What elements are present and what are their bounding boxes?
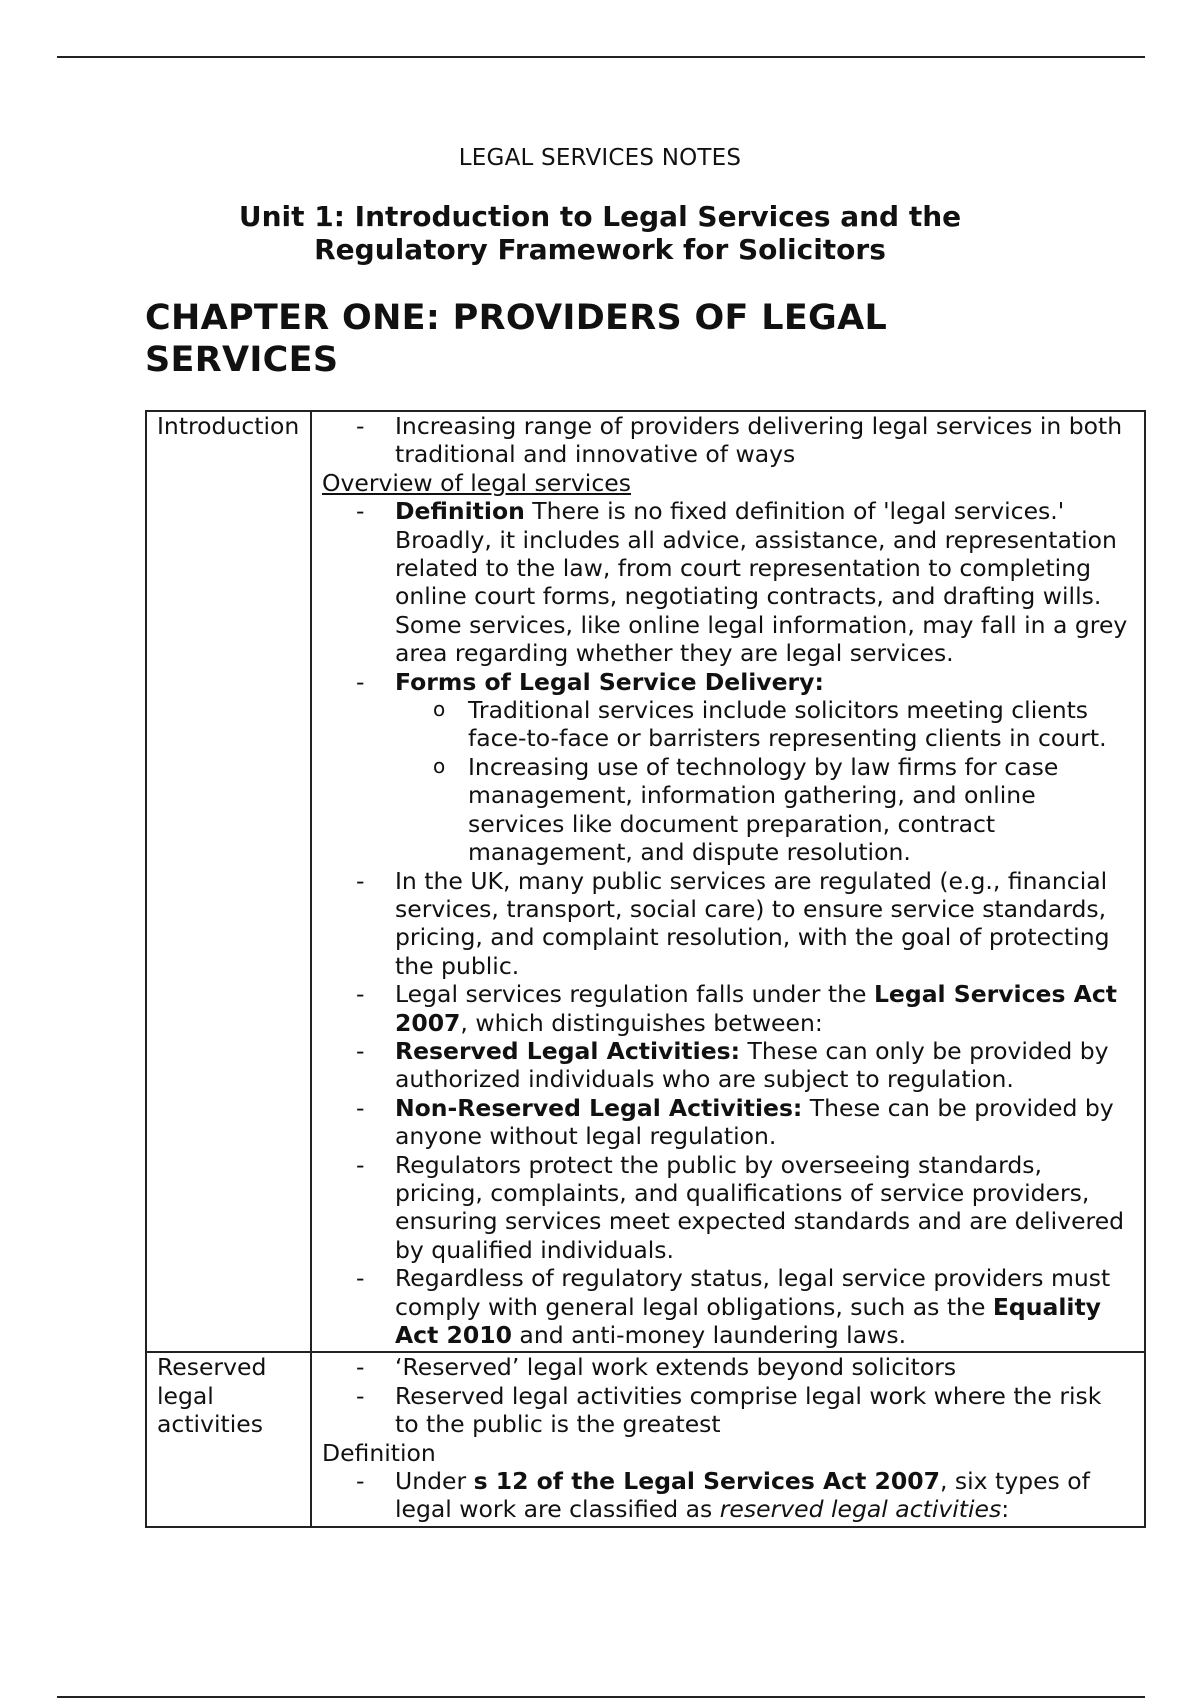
list-item-text: : (1001, 1495, 1010, 1524)
subheading-overview: Overview of legal services (322, 468, 631, 497)
list-item (322, 497, 1132, 667)
term-label: Reserved Legal Activities: (395, 1036, 741, 1065)
bullet-list (322, 1353, 1132, 1438)
act-reference: s 12 of the Legal Services Act 2007 (473, 1467, 940, 1496)
italic-term: reserved legal activities (719, 1495, 1002, 1524)
header-rule (57, 56, 1145, 58)
list-item (322, 1264, 1132, 1349)
term-label: Definition (395, 497, 525, 526)
list-item: - Reserved legal activities comprise legal work where the risk to the public is the greatest (322, 1382, 1132, 1439)
list-item (322, 1037, 1132, 1094)
bullet-list (322, 1467, 1132, 1524)
bullet-list (322, 497, 1132, 1349)
chapter-title (145, 297, 1045, 381)
topic-label: Introduction (157, 412, 300, 440)
topic-cell (146, 411, 311, 1352)
subheading-definition: Definition (322, 1438, 436, 1467)
page-header-title: LEGAL SERVICES NOTES (458, 145, 742, 171)
list-item-text: Legal services regulation falls under the (395, 980, 874, 1009)
topic-label: Reserved legal activities (157, 1353, 267, 1439)
term-label: Non-Reserved Legal Activities: (395, 1093, 803, 1122)
list-item: - Increasing range of providers delivering legal services in both traditional and innovative of ways (322, 412, 1132, 469)
list-item-text: These can only be provided by authorized individuals who are subject to regulation. (395, 1036, 1109, 1094)
list-item (322, 668, 1132, 867)
sub-list-item: o Increasing use of technology by law firms for case management, information gathering, and online services like document preparation, contract management, and dispute resolution. (322, 753, 1132, 867)
list-item: - ‘Reserved’ legal work extends beyond solicitors (322, 1353, 1132, 1381)
sub-bullet-list (322, 696, 1132, 866)
notes-table (145, 410, 1146, 1528)
list-item-text: Regardless of regulatory status, legal service providers must comply with general legal obligations, such as the (395, 1264, 1111, 1321)
list-item (322, 980, 1132, 1037)
list-item-text: , which distinguishes between: (460, 1008, 823, 1037)
table-row-introduction (146, 411, 1145, 1352)
unit-title-line-1: Unit 1: Introduction to Legal Services and the (238, 200, 962, 233)
chapter-title-line-1: CHAPTER ONE: PROVIDERS OF LEGAL (145, 298, 888, 338)
footer-rule (57, 1696, 1145, 1698)
chapter-title-line-2: SERVICES (145, 340, 339, 380)
term-label: Forms of Legal Service Delivery: (395, 667, 824, 696)
list-item-text: , six types of legal work are classified as (395, 1467, 1090, 1524)
table-row-reserved-legal-activities (146, 1352, 1145, 1526)
list-item-text: These can be provided by anyone without legal regulation. (395, 1093, 1114, 1151)
unit-title-line-2: Regulatory Framework for Solicitors (314, 233, 886, 266)
sub-list-item: o Traditional services include solicitors meeting clients face-to-face or barristers representing clients in court. (322, 696, 1132, 753)
list-item (322, 1467, 1132, 1524)
list-item: - Regulators protect the public by overseeing standards, pricing, complaints, and qualifications of service providers, ensuring services meet expected standards and are delivered by qualified individuals. (322, 1151, 1132, 1265)
list-item-text: and anti-money laundering laws. (511, 1321, 907, 1349)
topic-cell (146, 1352, 311, 1526)
content-cell (311, 1352, 1145, 1526)
list-item (322, 1094, 1132, 1151)
act-reference: Equality Act 2010 (395, 1292, 1102, 1349)
list-item: - In the UK, many public services are regulated (e.g., financial services, transport, social care) to ensure service standards, pricing, and complaint resolution, with the goal of protecting the public. (322, 867, 1132, 981)
list-item-text: There is no fixed definition of 'legal services.' Broadly, it includes all advice, assistance, and representation related to the law, from court representation to completing online court forms, negotiating contracts, and drafting wills. Some services, like online legal information, may fall in a grey area regarding whether they are legal services. (395, 497, 1128, 668)
act-reference: Legal Services Act 2007 (395, 980, 1117, 1037)
unit-title (0, 200, 1200, 266)
content-cell (311, 411, 1145, 1352)
bullet-list (322, 412, 1132, 469)
list-item-text: Under (395, 1467, 474, 1496)
